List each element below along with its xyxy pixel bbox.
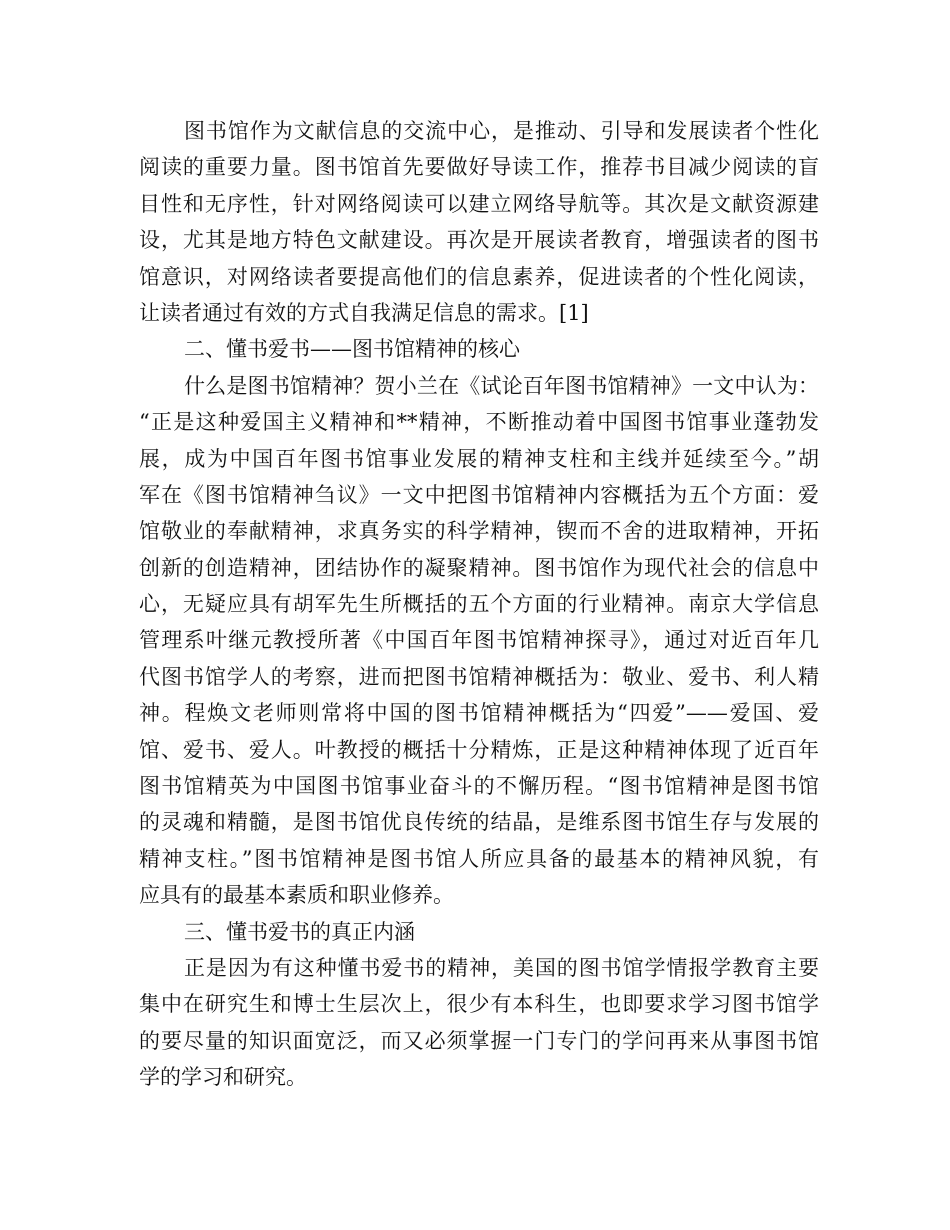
paragraph-line: 心，无疑应具有胡军先生所概括的五个方面的行业精神。南京大学信息 — [139, 592, 819, 617]
document-body — [139, 113, 819, 1096]
paragraph-line: 图书馆作为文献信息的交流中心，是推动、引导和发展读者个性化 — [184, 119, 819, 143]
paragraph-line: 创新的创造精神，团结协作的凝聚精神。图书馆作为现代社会的信息中 — [139, 555, 819, 580]
paragraph-line: 集中在研究生和博士生层次上，很少有本科生，也即要求学习图书馆学 — [139, 992, 819, 1017]
paragraph-line: 让读者通过有效的方式自我满足信息的需求。[1] — [139, 300, 589, 325]
paragraph-line: 神。程焕文老师则常将中国的图书馆精神概括为“四爱”——爱国、爱 — [139, 701, 819, 726]
paragraph-line: 学的学习和研究。 — [139, 1065, 307, 1090]
paragraph-line: 管理系叶继元教授所著《中国百年图书馆精神探寻》，通过对近百年几 — [139, 628, 819, 653]
paragraph-line: 设，尤其是地方特色文献建设。再次是开展读者教育，增强读者的图书 — [139, 228, 819, 253]
paragraph-line: 精神支柱。”图书馆精神是图书馆人所应具备的最基本的精神风貌，有 — [139, 846, 819, 871]
section-heading: 三、懂书爱书的真正内涵 — [184, 919, 415, 944]
paragraph-line: 代图书馆学人的考察，进而把图书馆精神概括为：敬业、爱书、利人精 — [139, 664, 819, 689]
paragraph-line: 馆意识，对网络读者要提高他们的信息素养，促进读者的个性化阅读， — [139, 264, 819, 289]
paragraph-line: 馆敬业的奉献精神，求真务实的科学精神，锲而不舍的进取精神，开拓 — [139, 519, 819, 544]
paragraph-line: 正是因为有这种懂书爱书的精神，美国的图书馆学情报学教育主要 — [184, 955, 819, 980]
paragraph-line: 军在《图书馆精神刍议》一文中把图书馆精神内容概括为五个方面：爱 — [139, 482, 819, 507]
paragraph-line: 图书馆精英为中国图书馆事业奋斗的不懈历程。“图书馆精神是图书馆 — [139, 774, 819, 799]
section-heading: 二、懂书爱书——图书馆精神的核心 — [184, 337, 520, 362]
paragraph-line: 什么是图书馆精神？贺小兰在《试论百年图书馆精神》一文中认为： — [184, 373, 819, 398]
paragraph-line: 目性和无序性，针对网络阅读可以建立网络导航等。其次是文献资源建 — [139, 191, 819, 216]
paragraph-line: 馆、爱书、爱人。叶教授的概括十分精炼，正是这种精神体现了近百年 — [139, 737, 819, 762]
paragraph-line: 应具有的最基本素质和职业修养。 — [139, 883, 454, 908]
paragraph-line: 展，成为中国百年图书馆事业发展的精神支柱和主线并延续至今。”胡 — [139, 446, 819, 471]
paragraph-line: “正是这种爱国主义精神和**精神，不断推动着中国图书馆事业蓬勃发 — [139, 410, 819, 435]
paragraph-line: 的要尽量的知识面宽泛，而又必须掌握一门专门的学问再来从事图书馆 — [139, 1028, 819, 1053]
paragraph-line: 阅读的重要力量。图书馆首先要做好导读工作，推荐书目减少阅读的盲 — [139, 155, 819, 180]
paragraph-line: 的灵魂和精髓，是图书馆优良传统的结晶，是维系图书馆生存与发展的 — [139, 810, 819, 835]
